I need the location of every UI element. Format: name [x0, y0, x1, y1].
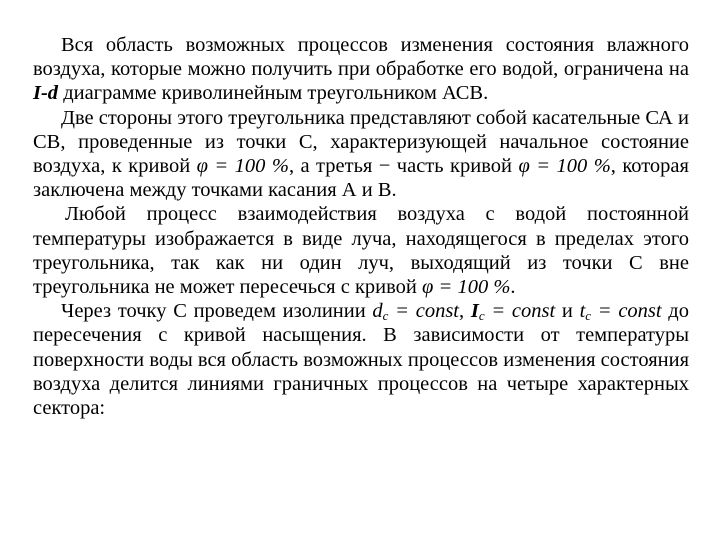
p1-text-b: диаграмме криволинейным треугольником АСВ. — [58, 82, 489, 105]
p4-t-subscript: c — [585, 308, 592, 324]
p2-text-b: , а третья − часть кривой — [288, 155, 519, 178]
p3-text-b: . — [510, 276, 516, 299]
p2-phi-2: φ = 100 % — [518, 155, 611, 178]
p4-text-a: Через точку С проведем изолинии — [61, 300, 373, 323]
p1-text-a: Вся область возможных процессов изменения состояния влажного воздуха, которые можно получить при обработке его водой, ограничена на — [33, 34, 689, 81]
p4-i-subscript: c — [478, 308, 485, 324]
p2-text-c: , которая заключена между точками касания А и В. — [33, 155, 689, 202]
paragraph-3 — [33, 202, 689, 299]
paragraph-2 — [33, 106, 689, 203]
p4-sep: , — [459, 300, 471, 323]
p4-formula-i — [471, 300, 555, 322]
p4-text-b: до пересечения с кривой насыщения. В зависимости от температуры поверхности воды вся область возможных процессов изменения состояния воздуха делится линиями граничных процессов на четыре характерных сектора: — [33, 300, 689, 420]
p3-text-a: Любой процесс взаимодействия воздуха с водой постоянной температуры изображается в виде луча, находящегося в пределах этого треугольника, так как ни один луч, выходящий из точки С вне треугольника не может пересечься с кривой — [33, 203, 689, 299]
p4-d-subscript: c — [382, 308, 389, 324]
p4-i-symbol: I — [470, 300, 479, 323]
p4-t-eq: = const — [591, 300, 662, 323]
p4-and: и — [555, 300, 580, 323]
p2-phi-1: φ = 100 % — [196, 155, 289, 178]
p2-text-a: Две стороны этого треугольника представляют собой касательные СА и СВ, проведенные из точки С, характеризующей начальное состояние воздуха, к кривой — [33, 106, 689, 178]
slide-body — [33, 33, 689, 420]
paragraph-4 — [33, 299, 689, 420]
p4-d-eq: = const — [388, 300, 459, 323]
p4-i-eq: = const — [484, 300, 556, 323]
p4-t-symbol: t — [579, 300, 586, 323]
p1-diagram-name: I-d — [33, 82, 59, 105]
paragraph-1 — [33, 33, 689, 106]
p4-d-symbol: d — [372, 300, 383, 323]
p3-phi: φ = 100 % — [422, 276, 511, 299]
p4-formula-t — [580, 300, 662, 322]
p4-formula-d — [372, 300, 459, 322]
